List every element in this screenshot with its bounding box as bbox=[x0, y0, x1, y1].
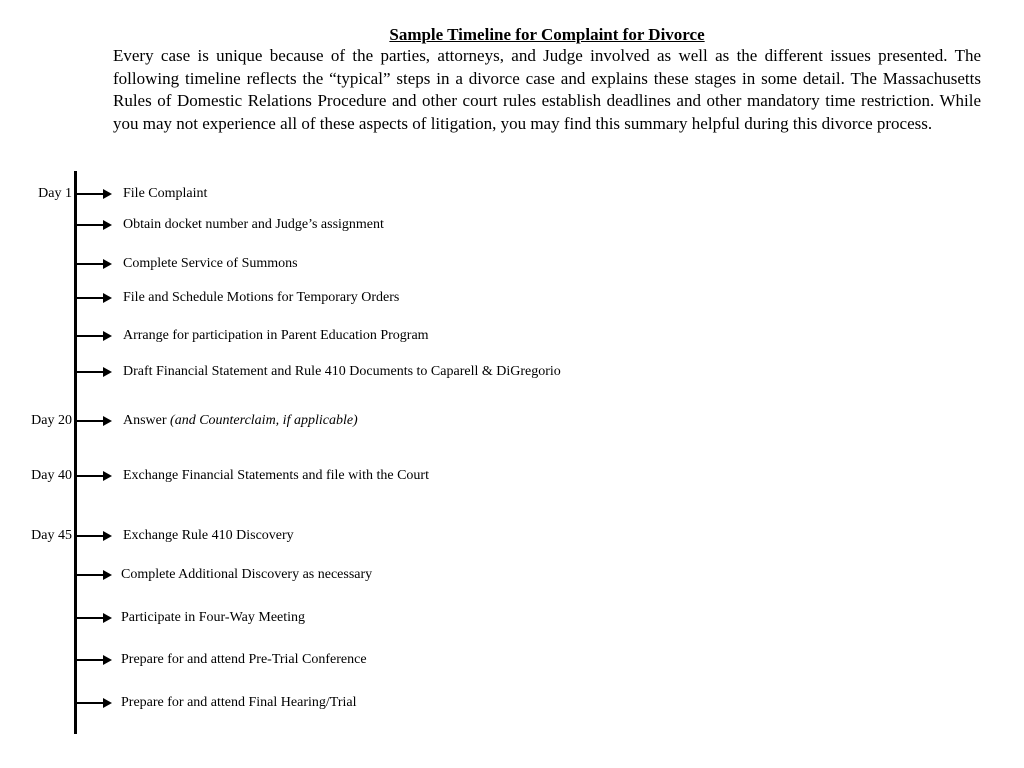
step-text bbox=[123, 411, 358, 431]
timeline-step bbox=[0, 288, 1024, 308]
timeline-step bbox=[0, 565, 1024, 585]
timeline-step bbox=[0, 215, 1024, 235]
step-text bbox=[121, 693, 356, 713]
step-label: Arrange for participation in Parent Education Program bbox=[123, 328, 429, 343]
step-label: Answer bbox=[123, 413, 171, 428]
timeline-step bbox=[0, 466, 1024, 486]
day-label: Day 20 bbox=[31, 413, 72, 428]
step-text bbox=[123, 326, 429, 346]
arrow-right-icon bbox=[103, 416, 112, 426]
step-label: Exchange Rule 410 Discovery bbox=[123, 528, 294, 543]
arrow-right-icon bbox=[103, 331, 112, 341]
timeline-step bbox=[0, 362, 1024, 382]
arrow-line bbox=[77, 574, 105, 576]
step-text bbox=[123, 215, 384, 235]
step-text bbox=[121, 608, 305, 628]
timeline-step bbox=[0, 693, 1024, 713]
arrow-right-icon bbox=[103, 189, 112, 199]
day-label: Day 1 bbox=[38, 186, 72, 201]
arrow-line bbox=[77, 420, 105, 422]
arrow-right-icon bbox=[103, 259, 112, 269]
step-label: Participate in Four-Way Meeting bbox=[121, 610, 306, 625]
step-label: Draft Financial Statement and Rule 410 Documents to Caparell & DiGregorio bbox=[123, 364, 561, 379]
timeline-step bbox=[0, 326, 1024, 346]
step-label: Prepare for and attend Final Hearing/Trial bbox=[121, 695, 357, 710]
arrow-right-icon bbox=[103, 220, 112, 230]
step-text bbox=[121, 650, 367, 670]
arrow-line bbox=[77, 335, 105, 337]
step-label: Complete Service of Summons bbox=[123, 256, 298, 271]
arrow-right-icon bbox=[103, 613, 112, 623]
timeline-step bbox=[0, 650, 1024, 670]
timeline-step bbox=[0, 184, 1024, 204]
step-text bbox=[121, 565, 372, 585]
step-text bbox=[123, 254, 298, 274]
arrow-line bbox=[77, 263, 105, 265]
document-title: Sample Timeline for Complaint for Divorce bbox=[389, 25, 705, 44]
arrow-line bbox=[77, 617, 105, 619]
arrow-line bbox=[77, 659, 105, 661]
step-text bbox=[123, 466, 429, 486]
arrow-right-icon bbox=[103, 471, 112, 481]
arrow-line bbox=[77, 371, 105, 373]
arrow-line bbox=[77, 535, 105, 537]
step-label: Prepare for and attend Pre-Trial Conference bbox=[121, 652, 367, 667]
arrow-line bbox=[77, 702, 105, 704]
arrow-right-icon bbox=[103, 367, 112, 377]
arrow-right-icon bbox=[103, 698, 112, 708]
arrow-line bbox=[77, 475, 105, 477]
timeline-step bbox=[0, 608, 1024, 628]
intro-paragraph: Every case is unique because of the parties, attorneys, and Judge involved as well as the different issues presented. The following timeline reflects the “typical” steps in a divorce case and explains these stages in some detail. The Massachusetts Rules of Domestic Relations Procedure and other court rules establish deadlines and other mandatory time restriction. While you may not experience all of these aspects of litigation, you may find this summary helpful during this divorce process. bbox=[113, 46, 981, 133]
step-text bbox=[123, 526, 294, 546]
timeline-step bbox=[0, 254, 1024, 274]
step-label: Exchange Financial Statements and file with the Court bbox=[123, 468, 429, 483]
day-label: Day 45 bbox=[31, 528, 72, 543]
step-note: (and Counterclaim, if applicable) bbox=[170, 413, 358, 428]
document-title-block bbox=[113, 24, 981, 46]
arrow-line bbox=[77, 297, 105, 299]
arrow-right-icon bbox=[103, 531, 112, 541]
arrow-line bbox=[77, 193, 105, 195]
arrow-right-icon bbox=[103, 655, 112, 665]
step-text bbox=[123, 184, 207, 204]
timeline-step bbox=[0, 411, 1024, 431]
step-label: Obtain docket number and Judge’s assignment bbox=[123, 217, 384, 232]
step-label: File Complaint bbox=[123, 186, 208, 201]
step-label: File and Schedule Motions for Temporary Orders bbox=[123, 290, 400, 305]
step-label: Complete Additional Discovery as necessary bbox=[121, 567, 373, 582]
step-text bbox=[123, 288, 399, 308]
day-label: Day 40 bbox=[31, 468, 72, 483]
arrow-right-icon bbox=[103, 293, 112, 303]
step-text bbox=[123, 362, 561, 382]
timeline-step bbox=[0, 526, 1024, 546]
arrow-right-icon bbox=[103, 570, 112, 580]
arrow-line bbox=[77, 224, 105, 226]
